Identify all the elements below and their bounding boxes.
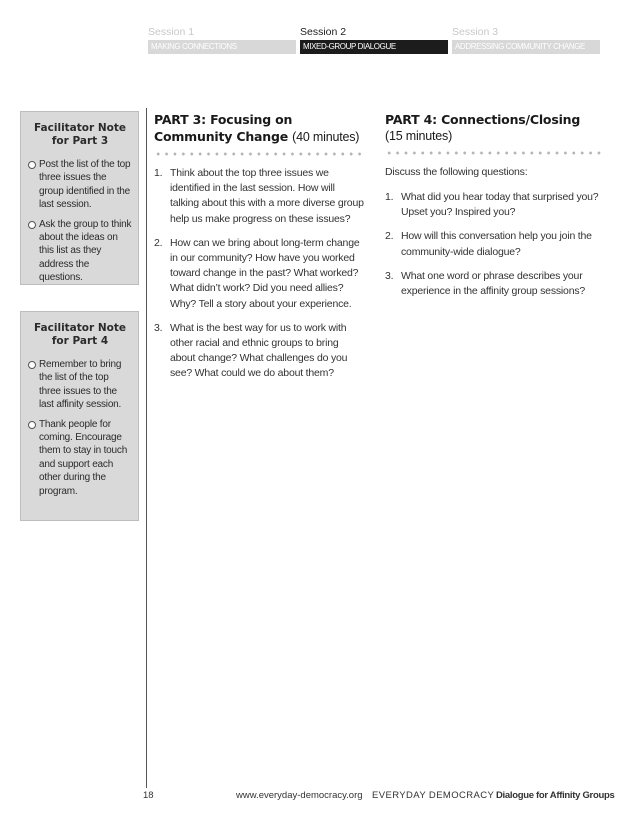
session-2-number: Session 2	[300, 26, 347, 38]
question-item	[385, 190, 601, 220]
facilitator-note-text: Remember to bring the list of the top three issues to the last affinity session.	[39, 359, 122, 411]
session-3-number: Session 3	[452, 26, 499, 38]
page-number: 18	[143, 790, 154, 801]
question-text: What is the best way for us to work with other racial and ethnic groups to bring about change? What challenges do you see? What could we do about them?	[170, 321, 348, 380]
part3-heading	[154, 111, 366, 146]
footer-doc-title: Dialogue for Affinity Groups	[496, 790, 615, 801]
part4-heading	[385, 111, 601, 145]
question-number: 1.	[385, 191, 394, 203]
facilitator-note-item	[28, 358, 132, 412]
dotted-divider	[154, 152, 366, 156]
question-text: How will this conversation help you join the community-wide dialogue?	[401, 230, 592, 258]
circle-bullet-icon	[28, 161, 36, 169]
part3-question-list	[154, 166, 366, 382]
question-text: What did you hear today that surprised you? Upset you? Inspired you?	[401, 191, 599, 219]
question-text: What one word or phrase describes your experience in the affinity group sessions?	[401, 269, 586, 298]
session-3-tab	[452, 26, 600, 54]
facilitator-note-part4	[20, 311, 139, 521]
question-number: 3.	[385, 269, 394, 282]
part3-column	[154, 111, 366, 391]
part3-duration: (40 minutes)	[292, 130, 360, 144]
question-number: 2.	[385, 230, 394, 243]
dotted-divider	[385, 151, 601, 155]
facilitator-note-title: Facilitator Note for Part 4	[34, 322, 126, 347]
question-item	[154, 236, 366, 312]
facilitator-note-item	[28, 218, 132, 285]
session-3-title: ADDRESSING COMMUNITY CHANGE	[452, 40, 600, 54]
facilitator-note-text: Ask the group to think about the ideas on this list as they address the questions.	[39, 218, 132, 284]
session-1-number: Session 1	[148, 26, 195, 38]
question-item	[154, 166, 366, 227]
facilitator-note-text: Thank people for coming. Encourage them to stay in touch and support each other during the program.	[39, 418, 128, 497]
circle-bullet-icon	[28, 421, 36, 429]
facilitator-note-part3	[20, 111, 139, 285]
facilitator-note-text: Post the list of the top three issues the group identified in the last session.	[39, 159, 131, 211]
question-number: 1.	[154, 167, 163, 179]
question-item	[154, 321, 366, 382]
session-2-tab	[300, 26, 448, 54]
question-number: 2.	[154, 236, 163, 249]
facilitator-note-item	[28, 418, 132, 498]
part4-title: PART 4: Connections/Closing	[385, 112, 581, 127]
part4-duration: (15 minutes)	[385, 129, 453, 143]
footer-org: EVERYDAY DEMOCRACY	[372, 790, 495, 801]
question-item	[385, 229, 601, 259]
facilitator-note-title: Facilitator Note for Part 3	[34, 122, 126, 147]
circle-bullet-icon	[28, 361, 36, 369]
part4-intro: Discuss the following questions:	[385, 166, 528, 178]
footer-url[interactable]: www.everyday-democracy.org	[236, 790, 363, 801]
question-text: Think about the top three issues we identified in the last session. How will talking about this with a more diverse group help us make progress on these issues?	[170, 167, 364, 225]
circle-bullet-icon	[28, 221, 36, 229]
question-item	[385, 269, 601, 299]
part3-title: PART 3: Focusing on Community Change	[154, 112, 293, 144]
question-number: 3.	[154, 321, 163, 334]
session-2-title: MIXED-GROUP DIALOGUE	[300, 40, 448, 54]
part4-column	[385, 111, 601, 308]
session-1-tab	[148, 26, 296, 54]
question-text: How can we bring about long-term change in our community? How have you worked toward change in the past? What worked? What didn’t work? Did you need allies? Why? Tell a story about your experience.	[170, 236, 360, 310]
facilitator-note-item	[28, 158, 132, 212]
column-divider	[146, 108, 147, 788]
part4-question-list	[385, 165, 601, 299]
session-1-title: MAKING CONNECTIONS	[148, 40, 296, 54]
